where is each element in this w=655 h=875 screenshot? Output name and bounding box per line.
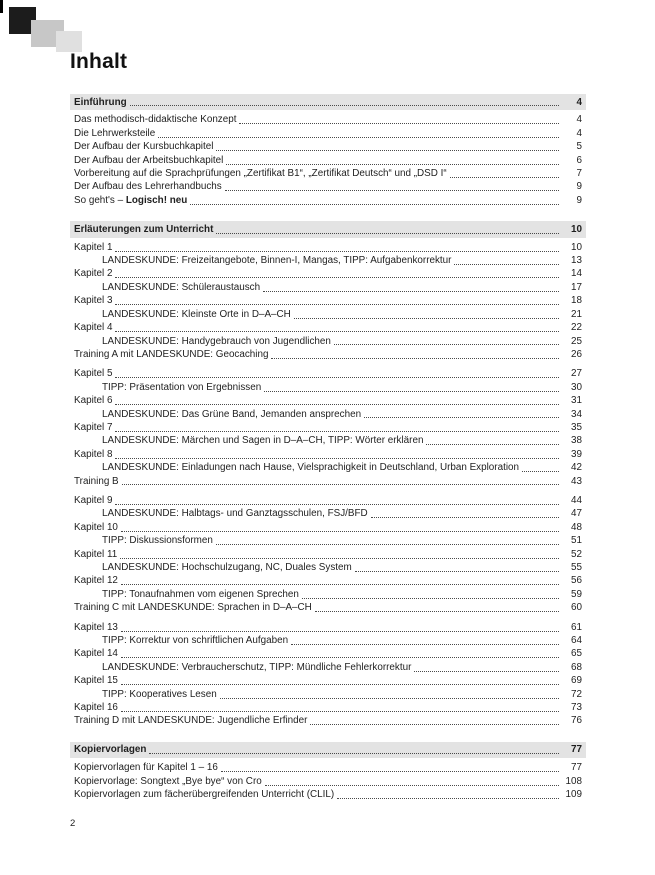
toc-entry-row [70,180,586,193]
footer-page-number: 2 [70,818,76,829]
dot-leader [213,140,562,153]
entry-label: Der Aufbau der Kursbuchkapitel [74,141,214,153]
entry-page: 38 [571,435,582,447]
dot-leader [118,647,562,660]
toc-entry-row [70,674,586,687]
entry-label: Training B [74,475,119,487]
toc-entry-row [70,408,586,421]
dot-leader [155,127,562,140]
dot-leader [119,475,562,488]
entry-label: Der Aufbau des Lehrerhandbuchs [74,181,222,193]
toc-entry-row [70,294,586,307]
toc-entry-row [70,761,586,774]
section-header-row [70,742,586,758]
toc-entry-row [70,574,586,587]
entry-page: 51 [571,535,582,547]
dot-leader [112,448,562,461]
entry-page: 68 [571,661,582,673]
entry-page: 9 [576,181,582,193]
dot-leader [146,743,562,756]
toc-entry-row [70,167,586,180]
dot-leader [447,167,562,180]
entry-page: 35 [571,421,582,433]
dot-leader [222,180,562,193]
dot-leader [112,494,562,507]
toc-entry-row [70,647,586,660]
entry-page: 27 [571,368,582,380]
dot-leader [118,674,562,687]
toc-entry-row [70,421,586,434]
entry-label: TIPP: Tonaufnahmen vom eigenen Sprechen [102,588,299,600]
dot-leader [112,294,562,307]
toc-entry-row [70,775,586,788]
entry-label: Kapitel 14 [74,648,118,660]
dot-leader [352,561,562,574]
toc-entry-row [70,601,586,614]
section-header-label: Erläuterungen zum Unterricht [74,223,214,235]
toc-entry-row [70,194,586,207]
entry-label: Die Lehrwerksteile [74,127,156,139]
entry-label: Training C mit LANDESKUNDE: Sprachen in D–A–CH [74,602,312,614]
dot-leader [268,348,562,361]
toc-entry-row [70,448,586,461]
entry-page: 44 [571,494,582,506]
section-header-page: 77 [571,744,582,756]
dot-leader [262,775,562,788]
entry-page: 69 [571,675,582,687]
section-header-page: 4 [576,96,582,108]
entry-label: LANDESKUNDE: Freizeitangebote, Binnen-I, Mangas, TIPP: Aufgabenkorrektur [102,255,452,267]
entry-page: 22 [571,322,582,334]
entry-page: 76 [571,715,582,727]
dot-leader [118,574,562,587]
entry-label: Kapitel 8 [74,448,113,460]
section-header-row [70,221,586,237]
toc-content [70,50,586,816]
entry-page: 72 [571,688,582,700]
toc-entry-row [70,154,586,167]
entry-page: 18 [571,295,582,307]
dot-leader [223,154,562,167]
dot-leader [112,241,562,254]
entry-label: Kopiervorlagen für Kapitel 1 – 16 [74,762,218,774]
toc-section [70,221,586,728]
entry-label: LANDESKUNDE: Schüleraustausch [102,281,261,293]
section-header-page: 10 [571,223,582,235]
toc-entry-row [70,688,586,701]
entry-page: 4 [576,114,582,126]
dot-leader [451,254,562,267]
toc-entry-row [70,267,586,280]
dot-leader [299,588,562,601]
entry-label: Kopiervorlage: Songtext „Bye bye“ von Cro [74,775,262,787]
entry-page: 5 [576,141,582,153]
entry-label: Das methodisch-didaktische Konzept [74,114,237,126]
dot-leader [112,267,562,280]
toc-entry-row [70,127,586,140]
entry-label: Kapitel 9 [74,494,113,506]
entry-label: Vorbereitung auf die Sprachprüfungen „Zertifikat B1“, „Zertifikat Deutsch“ und „DSD I“ [74,168,447,180]
dot-leader [218,761,562,774]
entry-page: 7 [576,168,582,180]
entry-page: 55 [571,562,582,573]
dot-leader [118,621,562,634]
entry-label: So geht's – Logisch! neu [74,194,188,206]
page-title: Inhalt [70,50,128,73]
entry-label: LANDESKUNDE: Kleinste Orte in D–A–CH [102,308,291,320]
entry-page: 60 [571,602,582,614]
toc-entry-row [70,461,586,474]
entry-page: 42 [571,462,582,474]
dot-leader [411,661,562,674]
entry-page: 65 [571,648,582,660]
toc-entry-row [70,494,586,507]
entry-label: Kopiervorlagen zum fächerübergreifenden Unterricht (CLIL) [74,789,335,801]
entry-label: Kapitel 11 [74,548,118,560]
toc-section [70,94,586,207]
entry-page: 4 [576,127,582,139]
toc-entry-row [70,534,586,547]
entry-page: 52 [571,548,582,560]
entry-page: 64 [571,635,582,647]
entry-page: 30 [571,381,582,393]
toc-entry-row [70,788,586,801]
entry-page: 109 [565,789,582,801]
toc-entry-row [70,521,586,534]
entry-page: 56 [571,575,582,587]
entry-page: 61 [571,621,582,633]
dot-leader [187,194,562,207]
entry-label: Training A mit LANDESKUNDE: Geocaching [74,348,269,360]
dot-leader [112,394,562,407]
entry-label-bold-part: Logisch! neu [125,194,188,206]
entry-label: TIPP: Kooperatives Lesen [102,688,217,700]
entry-page: 31 [571,395,582,407]
toc-entry-row [70,254,586,267]
dot-leader [291,308,562,321]
toc-entry-row [70,241,586,254]
dot-leader [118,521,562,534]
entry-label: LANDESKUNDE: Verbraucherschutz, TIPP: Mündliche Fehlerkorrektur [102,661,412,673]
entry-page: 73 [571,702,582,714]
entry-label: Kapitel 4 [74,322,113,334]
dot-leader [261,381,562,394]
dot-leader [112,367,562,380]
toc-entry-row [70,661,586,674]
dot-leader [127,96,562,109]
toc-entry-row [70,113,586,126]
entry-label: LANDESKUNDE: Handygebrauch von Jugendlichen [102,335,331,347]
scan-artifact-edge-mark [0,0,3,13]
dot-leader [307,714,562,727]
dot-leader [331,335,562,348]
entry-page: 26 [571,348,582,360]
entry-label: TIPP: Diskussionsformen [102,535,213,547]
entry-label: Kapitel 16 [74,702,118,714]
entry-label: Training D mit LANDESKUNDE: Jugendliche Erfinder [74,715,308,727]
toc-entry-row [70,434,586,447]
toc-entry-row [70,140,586,153]
toc-entry-row [70,475,586,488]
dot-leader [260,281,562,294]
entry-page: 9 [576,194,582,206]
dot-leader [118,701,562,714]
entry-page: 10 [571,241,582,253]
toc-entry-row [70,701,586,714]
dot-leader [519,461,562,474]
dot-leader [213,223,562,236]
toc-entry-row [70,588,586,601]
section-header-row [70,94,586,110]
entry-label: LANDESKUNDE: Einladungen nach Hause, Vielsprachigkeit in Deutschland, Urban Exploration [102,462,519,474]
entry-label: LANDESKUNDE: Halbtags- und Ganztagsschulen, FSJ/BFD [102,508,368,520]
toc-entry-row [70,561,586,574]
dot-leader [334,788,562,801]
dot-leader [217,688,562,701]
toc-sections [70,94,586,802]
toc-entry-row [70,321,586,334]
dot-leader [288,634,562,647]
entry-page: 17 [571,281,582,293]
dot-leader [236,113,562,126]
entry-label: TIPP: Präsentation von Ergebnissen [102,381,262,393]
scan-artifact-light-square [56,31,82,52]
toc-entry-row [70,348,586,361]
entry-page: 39 [571,448,582,460]
dot-leader [112,321,562,334]
entry-page: 47 [571,508,582,520]
dot-leader [312,601,562,614]
entry-page: 34 [571,408,582,420]
entry-label: Kapitel 15 [74,675,118,687]
dot-leader [117,548,562,561]
entry-page: 13 [571,255,582,267]
entry-label: Kapitel 3 [74,295,113,307]
entry-label: LANDESKUNDE: Das Grüne Band, Jemanden ansprechen [102,408,362,420]
entry-page: 77 [571,762,582,774]
entry-label: Kapitel 5 [74,368,113,380]
entry-page: 108 [565,775,582,787]
toc-entry-row [70,548,586,561]
section-header-label: Einführung [74,96,127,108]
toc-entry-row [70,621,586,634]
entry-label: Der Aufbau der Arbeitsbuchkapitel [74,154,224,166]
toc-entry-row [70,394,586,407]
toc-entry-row [70,335,586,348]
toc-entry-row [70,308,586,321]
dot-leader [213,534,562,547]
entry-label: Kapitel 12 [74,575,118,587]
toc-entry-row [70,381,586,394]
toc-entry-row [70,507,586,520]
entry-page: 14 [571,268,582,280]
toc-entry-row [70,367,586,380]
toc-entry-row [70,281,586,294]
entry-page: 25 [571,335,582,347]
entry-label: LANDESKUNDE: Hochschulzugang, NC, Duales System [102,562,352,573]
entry-label: Kapitel 6 [74,395,113,407]
entry-page: 6 [576,154,582,166]
entry-label: Kapitel 13 [74,621,118,633]
section-header-label: Kopiervorlagen [74,744,147,756]
entry-page: 21 [571,308,582,320]
entry-label: TIPP: Korrektur von schriftlichen Aufgaben [102,635,289,647]
entry-page: 59 [571,588,582,600]
dot-leader [112,421,562,434]
entry-label: Kapitel 10 [74,521,118,533]
entry-page: 43 [571,475,582,487]
entry-page: 48 [571,521,582,533]
toc-entry-row [70,634,586,647]
dot-leader [368,507,562,520]
toc-entry-row [70,714,586,727]
dot-leader [423,434,562,447]
dot-leader [361,408,562,421]
toc-section [70,742,586,802]
entry-label: LANDESKUNDE: Märchen und Sagen in D–A–CH, TIPP: Wörter erklären [102,435,424,447]
entry-label: Kapitel 7 [74,421,113,433]
entry-label: Kapitel 2 [74,268,113,280]
entry-label: Kapitel 1 [74,241,113,253]
